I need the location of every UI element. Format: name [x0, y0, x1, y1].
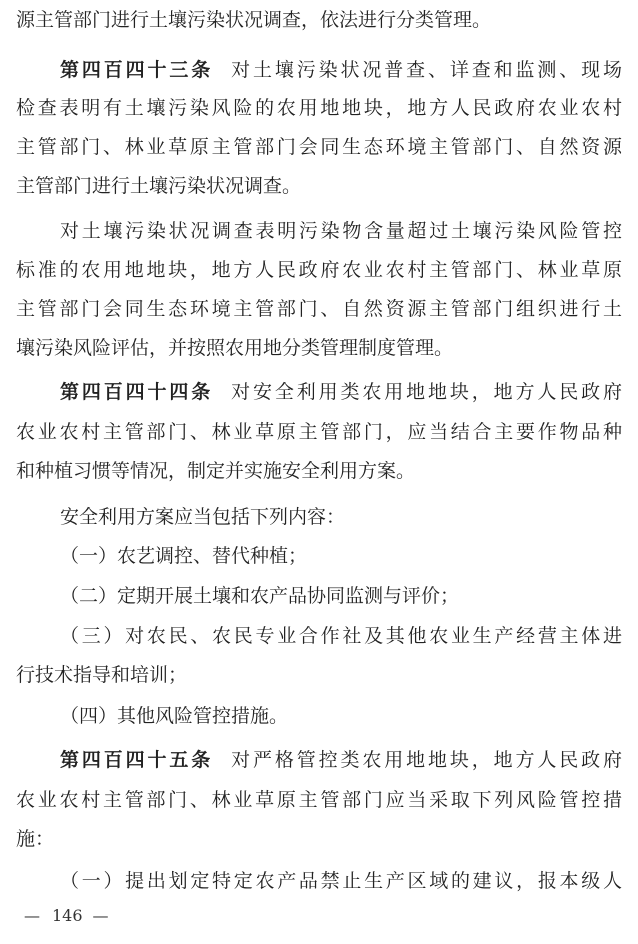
article-444-first-line	[60, 377, 622, 407]
article-445-first-line	[60, 745, 622, 775]
article-heading: 第四百四十五条	[60, 749, 214, 771]
text-line: 农业农村主管部门、林业草原主管部门应当采取下列风险管控措	[16, 789, 622, 811]
text-line: 壤污染风险评估，并按照农用地分类管理制度管理。	[16, 337, 454, 359]
page-number: 146	[52, 906, 83, 925]
text-line: 主管部门进行土壤污染状况调查。	[16, 175, 302, 197]
page-footer	[24, 904, 111, 928]
text-line: 主管部门会同生态环境主管部门、自然资源主管部门组织进行土	[16, 298, 622, 320]
text-line: 对严格管控类农用地地块，地方人民政府	[231, 749, 622, 771]
text-line: 农业农村主管部门、林业草原主管部门，应当结合主要作物品种	[16, 421, 622, 443]
footer-dash-right: —	[92, 906, 111, 925]
list-item: （三）对农民、农民专业合作社及其他农业生产经营主体进	[60, 625, 622, 647]
article-heading: 第四百四十三条	[60, 59, 214, 81]
article-443-first-line	[60, 55, 622, 85]
text-line: 主管部门、林业草原主管部门会同生态环境主管部门、自然资源	[16, 136, 622, 158]
text-line: 检查表明有土壤污染风险的农用地地块，地方人民政府农业农村	[16, 97, 622, 119]
text-line: 源主管部门进行土壤污染状况调查，依法进行分类管理。	[16, 9, 492, 31]
list-item: （一）提出划定特定农产品禁止生产区域的建议，报本级人	[60, 870, 622, 892]
text-line: 安全利用方案应当包括下列内容：	[60, 506, 346, 528]
text-line: 行技术指导和培训；	[16, 664, 188, 686]
text-line: 对土壤污染状况调查表明污染物含量超过土壤污染风险管控	[60, 220, 622, 242]
list-item: （二）定期开展土壤和农产品协同监测与评价；	[60, 585, 460, 607]
text-line: 标准的农用地地块，地方人民政府农业农村主管部门、林业草原	[16, 259, 622, 281]
footer-dash-left: —	[24, 906, 42, 925]
text-line: 施：	[16, 828, 55, 850]
article-heading: 第四百四十四条	[60, 381, 214, 403]
list-item: （一）农艺调控、替代种植；	[60, 545, 308, 567]
list-item: （四）其他风险管控措施。	[60, 705, 289, 727]
text-line: 对土壤污染状况普查、详查和监测、现场	[231, 59, 622, 81]
text-line: 对安全利用类农用地地块，地方人民政府	[231, 381, 622, 403]
text-line: 和种植习惯等情况，制定并实施安全利用方案。	[16, 460, 416, 482]
